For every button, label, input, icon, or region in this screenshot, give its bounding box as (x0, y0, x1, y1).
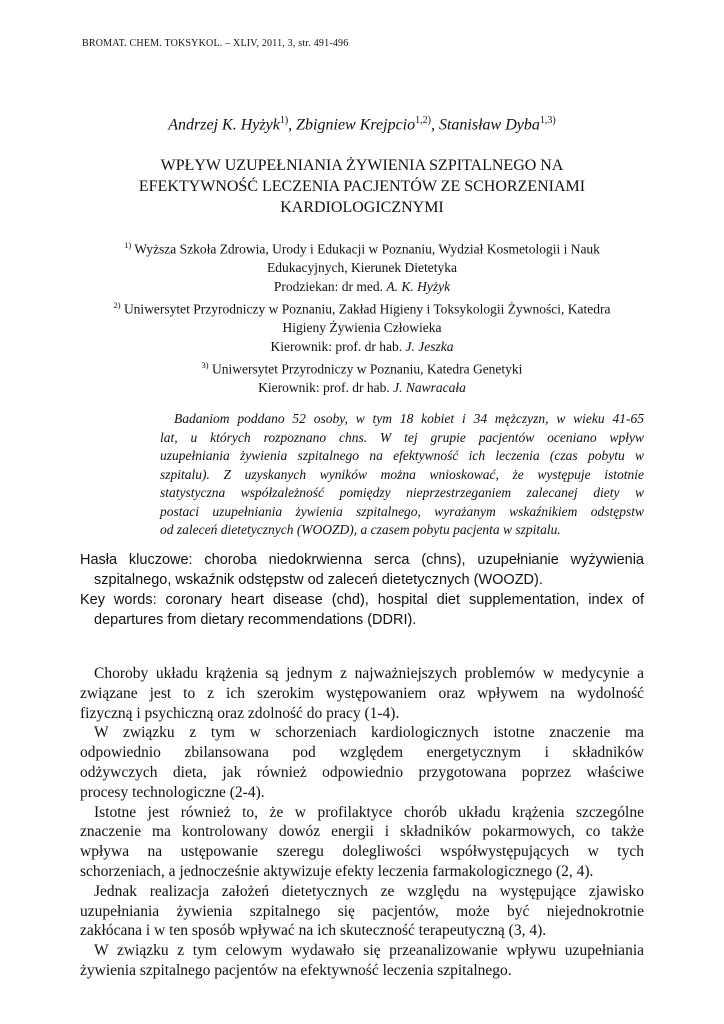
keywords (80, 550, 644, 630)
author-list (0, 115, 724, 134)
affiliation-text: Uniwersytet Przyrodniczy w Poznaniu, Katedra Genetyki (208, 361, 523, 377)
affiliation-text: Uniwersytet Przyrodniczy w Poznaniu, Zakład Higieny i Toksykologii Żywności, Katedra (120, 301, 611, 317)
head-title: Kierownik: prof. dr hab. (270, 338, 406, 354)
abstract-line: Badaniom poddano 52 osoby, w tym 18 kobiet i 34 mężczyzn, w wieku 41-65 (174, 411, 644, 426)
author-name: Stanisław Dyba (438, 116, 540, 134)
body-line: żywienia szpitalnego pacjentów na efektywność leczenia szpitalnego. (80, 961, 512, 979)
author-separator: , (288, 116, 297, 134)
affiliation-1-cont: Edukacyjnych, Kierunek Dietetyka (266, 260, 458, 275)
author-name: Andrzej K. Hyżyk (168, 116, 280, 134)
affiliation-1-head (80, 278, 644, 297)
affiliation-1 (80, 236, 644, 259)
abstract-line: uzupełniania żywienia szpitalnego na efektywność ich leczenia (czas pobytu w (160, 448, 644, 463)
author-affiliation-mark: 1) (279, 115, 289, 126)
body-line: uzupełniania żywienia szpitalnego się pacjentów, może być niejednokrotnie (80, 902, 644, 920)
affiliations (80, 236, 644, 398)
affiliation-2 (80, 296, 644, 319)
body-line: wpływa na ustępowanie szeregu dolegliwości współwystępujących w tych (80, 843, 644, 861)
affiliation-2-cont: Higieny Żywienia Człowieka (282, 320, 442, 335)
affiliation-mark: 1) (124, 240, 132, 250)
body-line: Jednak realizacja założeń dietetycznych ze względu na występujące zjawisko (94, 882, 644, 900)
body-line: schorzeniach, a jednocześnie aktywizuje efekty leczenia farmakologicznego (2, 4). (80, 862, 594, 880)
body-line: procesy technologiczne (2-4). (80, 783, 265, 801)
keywords-en-line: Key words: coronary heart disease (chd), hospital diet supplementation, index of (80, 592, 644, 608)
body-line: znaczenie ma kontrolowany dowóz energii i składników pokarmowych, co także (80, 823, 644, 841)
body-line: związane jest to z ich szerokim występowaniem oraz wpływem na wydolność (80, 684, 644, 702)
body-line: fizyczną i psychiczną oraz zdolność do pracy (1-4). (80, 704, 400, 722)
author-affiliation-mark: 1,2) (415, 115, 431, 126)
abstract-line: statystyczna współzależność pomiędzy nieprzestrzeganiem zalecanej diety w (160, 485, 644, 500)
keywords-en-line: departures from dietary recommendations (DDRI). (94, 612, 417, 628)
abstract-line: od zaleceń dietetycznych (WOOZD), a czasem pobytu pacjenta w szpitalu. (160, 522, 561, 537)
body-line: W związku z tym celowym wydawało się przeanalizowanie wpływu uzupełniania (94, 942, 644, 960)
head-name: J. Jeszka (405, 338, 454, 354)
body-line: zakłócana i w ten sposób wpływać na ich skuteczność terapeutyczną (3, 4). (80, 922, 547, 940)
head-title: Kierownik: prof. dr hab. (258, 380, 394, 395)
journal-header: BROMAT. CHEM. TOKSYKOL. – XLIV, 2011, 3, str. 491-496 (82, 38, 349, 49)
keywords-pl-line: szpitalnego, wskaźnik odstępstw od zaleceń dietetycznych (WOOZD). (94, 572, 543, 588)
author-affiliation-mark: 1,3) (539, 115, 556, 126)
keywords-pl-line: Hasła kluczowe: choroba niedokrwienna serca (chns), uzupełnianie wyżywienia (80, 552, 644, 568)
author-name: Zbigniew Krejpcio (296, 116, 416, 134)
title-line: EFEKTYWNOŚĆ LECZENIA PACJENTÓW ZE SCHORZENIAMI (138, 178, 586, 195)
head-title: Prodziekan: dr med. (273, 278, 387, 294)
affiliation-mark: 3) (201, 360, 209, 370)
head-name: A. K. Hyżyk (386, 278, 451, 294)
author-separator: , (430, 116, 439, 134)
affiliation-3 (80, 356, 644, 379)
abstract-line: postaci uzupełniania żywienia szpitalnego, wyrażanym wskaźnikiem odstępstw (160, 503, 644, 519)
head-name: J. Nawracała (393, 380, 466, 395)
affiliation-2-head (80, 338, 644, 357)
affiliation-3-head (80, 379, 644, 398)
affiliation-mark: 2) (113, 300, 121, 310)
paper-title (80, 155, 644, 218)
affiliation-text: Wyższa Szkoła Zdrowia, Urody i Edukacji w Poznaniu, Wydział Kosmetologii i Nauk (131, 241, 600, 257)
body-line: odżywczych dieta, jak również odpowiednio przygotowana poprzez właściwe (80, 763, 644, 781)
body-line: W związku z tym w schorzeniach kardiologicznych istotne znaczenie ma (94, 724, 644, 742)
title-line: WPŁYW UZUPEŁNIANIA ŻYWIENIA SZPITALNEGO NA (160, 157, 564, 174)
abstract (160, 410, 644, 540)
body-line: Choroby układu krążenia są jednym z najważniejszych problemów w medycynie a (94, 665, 644, 682)
body-text (80, 664, 644, 981)
abstract-line: lat, u których rozpoznano chns. W tej grupie pacjentów oceniano wpływ (160, 429, 644, 445)
abstract-line: szpitalu). Z uzyskanych wyników można wnioskować, że występuje istotnie (160, 466, 644, 482)
body-line: odpowiednio zbilansowana pod względem energetycznym i składników (80, 744, 644, 762)
body-line: Istotne jest również to, że w profilaktyce chorób układu krążenia szczególne (94, 803, 644, 821)
title-line: KARDIOLOGICZNYMI (280, 199, 444, 216)
